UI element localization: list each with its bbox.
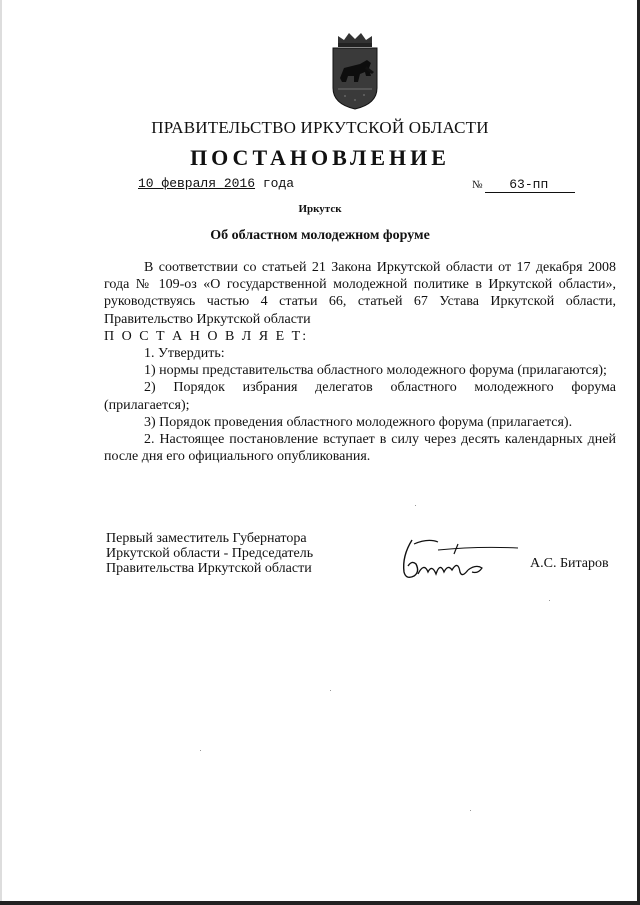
signer-position-line-1: Первый заместитель Губернатора — [106, 531, 307, 546]
signer-position — [106, 531, 313, 576]
scan-speck — [549, 600, 550, 601]
document-heading: Об областном молодежном форуме — [210, 228, 430, 243]
scan-speck — [415, 505, 416, 506]
government-title: ПРАВИТЕЛЬСТВО ИРКУТСКОЙ ОБЛАСТИ — [151, 118, 489, 137]
date-value: 10 февраля 2016 — [138, 176, 256, 191]
scan-speck — [200, 750, 201, 751]
decree-word: П О С Т А Н О В Л Я Е Т: — [104, 328, 309, 344]
item-1-2: 2) Порядок избрания делегатов областного молодежного форума (прилагается); — [104, 380, 616, 413]
city: Иркутск — [298, 203, 342, 215]
preamble-paragraph: В соответствии со статьей 21 Закона Иркутской области от 17 декабря 2008 года № 109-оз «О государственной молодежной политике в Иркутской области», руководствуясь частью 4 статьи 66, статьей 67 Устава Иркутской области, Правительство Иркутской области — [104, 260, 616, 327]
scan-speck — [330, 690, 331, 691]
signer-position-line-2: Иркутской области - Председатель — [106, 546, 314, 561]
document-date — [138, 176, 294, 191]
document-type: ПОСТАНОВЛЕНИЕ — [190, 145, 450, 170]
item-1: 1. Утвердить: — [144, 346, 225, 362]
scan-edge-bottom — [0, 901, 640, 905]
signer-position-line-3: Правительства Иркутской области — [106, 561, 312, 576]
signer-name: А.С. Битаров — [530, 556, 609, 571]
number-value: 63-пп — [485, 178, 575, 193]
date-suffix: года — [262, 176, 295, 191]
handwritten-signature-icon — [398, 534, 528, 584]
number-prefix: № — [472, 179, 483, 191]
scan-speck — [470, 810, 471, 811]
item-1-3: 3) Порядок проведения областного молодежного форума (прилагается). — [144, 414, 573, 430]
document-body — [104, 259, 616, 465]
coat-of-arms-icon — [330, 30, 380, 110]
item-2: 2. Настоящее постановление вступает в силу через десять календарных дней после дня его официального опубликования. — [104, 432, 616, 465]
item-1-1: 1) нормы представительства областного молодежного форума (прилагаются); — [144, 363, 607, 379]
document-number — [472, 178, 575, 193]
